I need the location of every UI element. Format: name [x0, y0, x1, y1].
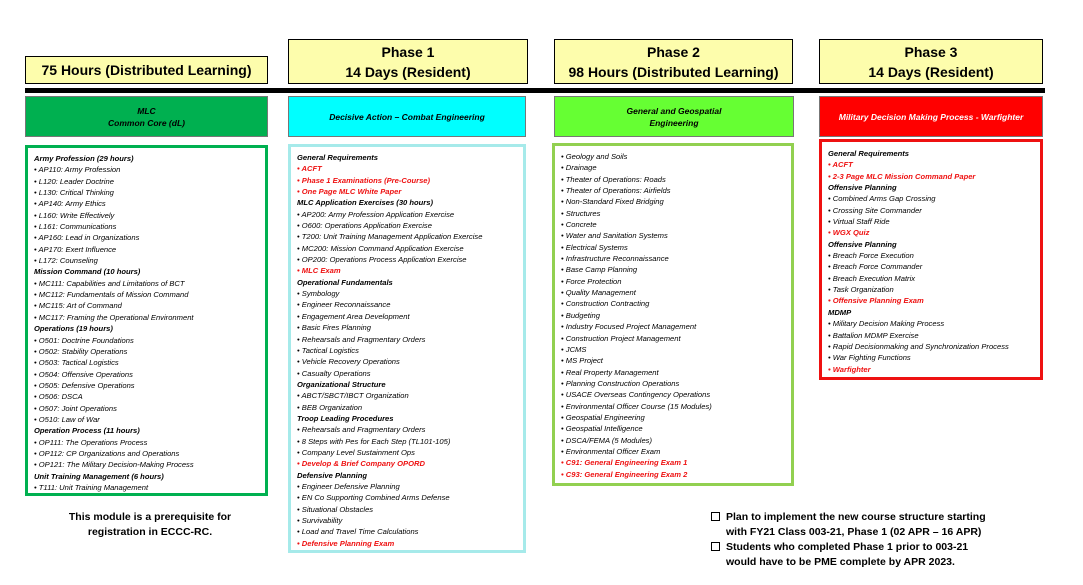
- list-item: • Breach Force Execution: [828, 251, 914, 261]
- list-item: • Develop & Brief Company OPORD: [297, 459, 425, 469]
- note-1-line-2: with FY21 Class 003-21, Phase 1 (02 APR – 16 APR): [726, 526, 982, 538]
- list-item: • Task Organization: [828, 285, 894, 295]
- section-heading: MDMP: [828, 307, 852, 317]
- list-item: • ACFT: [828, 160, 853, 170]
- list-item: • MC200: Mission Command Application Exercise: [297, 243, 464, 253]
- section-heading: Organizational Structure: [297, 379, 386, 389]
- prerequisite-note-line-2: registration in ECCC-RC.: [87, 526, 213, 538]
- list-item: • Geology and Soils: [561, 152, 628, 161]
- title-mdmp-warfighter: [819, 96, 1043, 137]
- list-item: • Breach Execution Matrix: [828, 273, 916, 283]
- list-item: • Drainage: [561, 163, 597, 173]
- section-heading: Offensive Planning: [828, 239, 897, 249]
- module-list-mlc: [25, 145, 268, 496]
- module-list-phase-1: [288, 144, 526, 553]
- header-phase-1-line-1: Phase 1: [381, 44, 435, 60]
- list-item: • Vehicle Recovery Operations: [297, 357, 400, 367]
- list-item: • O502: Stability Operations: [34, 346, 128, 356]
- list-item: • One Page MLC White Paper: [297, 187, 402, 197]
- list-item: • O506: DSCA: [34, 392, 83, 402]
- section-heading: Offensive Planning: [828, 183, 897, 193]
- list-item: • Company Level Sustainment Ops: [297, 447, 415, 457]
- list-item: • AP110: Army Profession: [34, 165, 121, 175]
- list-item: • O507: Joint Operations: [34, 403, 117, 413]
- list-item: • Concrete: [561, 220, 597, 230]
- implementation-notes: [711, 510, 1061, 570]
- list-item: • Survivability: [297, 516, 343, 525]
- list-item: • JCMS: [561, 344, 587, 354]
- list-item: • 8 Steps with Pes for Each Step (TL101-105): [297, 436, 451, 446]
- list-item: • Offensive Planning Exam: [828, 296, 924, 306]
- list-item: • MLC Exam: [297, 266, 341, 276]
- section-heading: General Requirements: [828, 149, 910, 158]
- header-phase-2-line-2: 98 Hours (Distributed Learning): [568, 64, 779, 80]
- note-2-line-1: Students who completed Phase 1 prior to 003-21: [726, 541, 969, 553]
- list-item: • Construction Project Management: [561, 333, 681, 343]
- list-item: • 2-3 Page MLC Mission Command Paper: [828, 171, 976, 181]
- list-item: • AP200: Army Profession Application Exercise: [297, 209, 455, 219]
- list-item: • Theater of Operations: Airfields: [561, 186, 671, 196]
- list-item: • L172: Counseling: [34, 256, 98, 266]
- header-phase-1-line-2: 14 Days (Resident): [345, 64, 471, 80]
- list-item: • T111: Unit Training Management: [34, 482, 149, 492]
- list-item: • Rehearsals and Fragmentary Orders: [297, 425, 426, 435]
- list-item: • Tactical Logistics: [297, 345, 359, 355]
- list-item: • Crossing Site Commander: [828, 205, 922, 215]
- list-item: • BEB Organization: [297, 402, 363, 412]
- list-item: • L161: Communications: [34, 222, 117, 232]
- header-phase-2: [554, 39, 793, 84]
- list-item: • AP140: Army Ethics: [34, 199, 106, 209]
- list-item: • Engineer Defensive Planning: [297, 481, 400, 491]
- checkbox-icon: [711, 512, 720, 521]
- list-item: • Rehearsals and Fragmentary Orders: [297, 334, 426, 344]
- list-item: • O510: Law of War: [34, 414, 100, 424]
- header-phase-1: [288, 39, 528, 84]
- section-heading: Unit Training Management (6 hours): [34, 471, 164, 481]
- list-item: • Rapid Decisionmaking and Synchronization Process: [828, 341, 1009, 351]
- note-item: [711, 510, 1061, 540]
- list-item: • Theater of Operations: Roads: [561, 174, 666, 184]
- section-heading: Mission Command (10 hours): [34, 267, 141, 277]
- section-heading: Defensive Planning: [297, 470, 368, 480]
- list-item: • Combined Arms Gap Crossing: [828, 194, 936, 204]
- list-item: • DSCA/FEMA (5 Modules): [561, 435, 652, 445]
- list-item: • Base Camp Planning: [561, 265, 638, 275]
- list-item: • AP160: Lead in Organizations: [34, 233, 140, 243]
- list-item: • Real Property Management: [561, 367, 659, 377]
- list-item: • C93: General Engineering Exam 2: [561, 469, 688, 479]
- list-item: • Force Protection: [561, 276, 622, 286]
- title-decisive-action: [288, 96, 526, 137]
- section-heading: Army Profession (29 hours): [34, 154, 134, 163]
- note-item: [711, 540, 1061, 570]
- list-item: • Engagement Area Development: [297, 311, 410, 321]
- list-item: • Environmental Officer Exam: [561, 446, 661, 456]
- list-item: • MS Project: [561, 356, 603, 366]
- list-item: • L130: Critical Thinking: [34, 188, 114, 198]
- list-item: • OP111: The Operations Process: [34, 437, 148, 447]
- list-item: • MC111: Capabilities and Limitations of BCT: [34, 278, 185, 288]
- title-mdmp-line: Military Decision Making Process - Warfighter: [838, 111, 1024, 122]
- section-heading: MLC Application Exercises (30 hours): [297, 198, 434, 208]
- list-item: • MC117: Framing the Operational Environment: [34, 312, 194, 322]
- list-item: • O600: Operations Application Exercise: [297, 221, 432, 231]
- module-list-phase-3: [819, 139, 1043, 380]
- list-item: • L120: Leader Doctrine: [34, 176, 114, 186]
- list-item: • Symbology: [297, 289, 340, 299]
- title-general-line-1: General and Geospatial: [626, 105, 722, 116]
- list-item: • Environmental Officer Course (15 Modules): [561, 401, 712, 411]
- title-general-line-2: Engineering: [649, 117, 699, 128]
- list-item: • OP121: The Military Decision-Making Process: [34, 460, 194, 470]
- title-general-geospatial: [554, 96, 794, 137]
- list-item: • Water and Sanitation Systems: [561, 231, 668, 241]
- list-item: • War Fighting Functions: [828, 353, 911, 363]
- list-item: • T200: Unit Training Management Application Exercise: [297, 232, 483, 242]
- list-item: • Geospatial Engineering: [561, 412, 645, 422]
- list-item: • Battalion MDMP Exercise: [828, 330, 919, 340]
- header-phase-2-line-1: Phase 2: [647, 44, 700, 60]
- header-dl-hours-line: 75 Hours (Distributed Learning): [41, 62, 252, 78]
- list-item: • Infrastructure Reconnaissance: [561, 254, 669, 264]
- list-item: • Quality Management: [561, 288, 636, 298]
- header-dl-hours: [25, 56, 268, 84]
- module-list-phase-2: [552, 143, 794, 486]
- list-item: • AP170: Exert Influence: [34, 244, 117, 254]
- header-phase-3-line-1: Phase 3: [904, 44, 958, 60]
- divider-rule: [25, 88, 1045, 93]
- title-mlc-line-1: MLC: [137, 105, 156, 116]
- list-item: • ABCT/SBCT/IBCT Organization: [297, 391, 409, 401]
- list-item: • Defensive Planning Exam: [297, 538, 395, 548]
- list-item: • C91: General Engineering Exam 1: [561, 458, 688, 468]
- list-item: • Non-Standard Fixed Bridging: [561, 197, 664, 207]
- list-item: • Electrical Systems: [561, 242, 628, 252]
- list-item: • Virtual Staff Ride: [828, 217, 890, 227]
- list-item: • OP200: Operations Process Application Exercise: [297, 255, 467, 265]
- list-item: • USACE Overseas Contingency Operations: [561, 390, 711, 400]
- list-item: • O504: Offensive Operations: [34, 369, 133, 379]
- list-item: • Situational Obstacles: [297, 504, 374, 514]
- title-mlc-common-core: [25, 96, 268, 137]
- list-item: • EN Co Supporting Combined Arms Defense: [297, 493, 450, 503]
- list-item: • Basic Fires Planning: [297, 323, 371, 333]
- list-item: • WGX Quiz: [828, 228, 870, 238]
- header-phase-3: [819, 39, 1043, 84]
- checkbox-icon: [711, 542, 720, 551]
- note-1-line-1: Plan to implement the new course structure starting: [726, 511, 986, 523]
- prerequisite-note-line-1: This module is a prerequisite for: [68, 511, 232, 523]
- list-item: • Structures: [561, 208, 601, 218]
- section-heading: General Requirements: [297, 153, 379, 162]
- section-heading: Operations (19 hours): [34, 324, 113, 334]
- list-item: • Planning Construction Operations: [561, 378, 680, 388]
- title-mlc-line-2: Common Core (dL): [108, 117, 185, 128]
- list-item: • MC115: Art of Command: [34, 301, 122, 311]
- list-item: • Phase 1 Examinations (Pre-Course): [297, 175, 431, 185]
- section-heading: Operational Fundamentals: [297, 277, 393, 287]
- prerequisite-note: [40, 510, 260, 540]
- list-item: • Military Decision Making Process: [828, 319, 945, 329]
- list-item: • MC112: Fundamentals of Mission Command: [34, 290, 189, 300]
- list-item: • Construction Contracting: [561, 299, 650, 309]
- header-phase-3-line-2: 14 Days (Resident): [868, 64, 994, 80]
- list-item: • O503: Tactical Logistics: [34, 358, 119, 368]
- list-item: • OP112: CP Organizations and Operations: [34, 448, 180, 458]
- list-item: • Industry Focused Project Management: [561, 322, 697, 332]
- list-item: • Warfighter: [828, 364, 871, 374]
- list-item: • ACFT: [297, 164, 322, 174]
- list-item: • Load and Travel Time Calculations: [297, 527, 419, 537]
- section-heading: Operation Process (11 hours): [34, 426, 140, 436]
- list-item: • L160: Write Effectively: [34, 210, 115, 220]
- list-item: • Budgeting: [561, 310, 600, 320]
- section-heading: Troop Leading Procedures: [297, 413, 394, 423]
- list-item: • Geospatial Intelligence: [561, 424, 643, 434]
- list-item: • Engineer Reconnaissance: [297, 300, 391, 310]
- title-decisive-action-line: Decisive Action – Combat Engineering: [329, 111, 485, 122]
- list-item: • O505: Defensive Operations: [34, 380, 135, 390]
- list-item: • Casualty Operations: [297, 368, 371, 378]
- list-item: • Breach Force Commander: [828, 262, 923, 272]
- list-item: • O501: Doctrine Foundations: [34, 335, 134, 345]
- note-2-line-2: would have to be PME complete by APR 2023.: [726, 556, 955, 568]
